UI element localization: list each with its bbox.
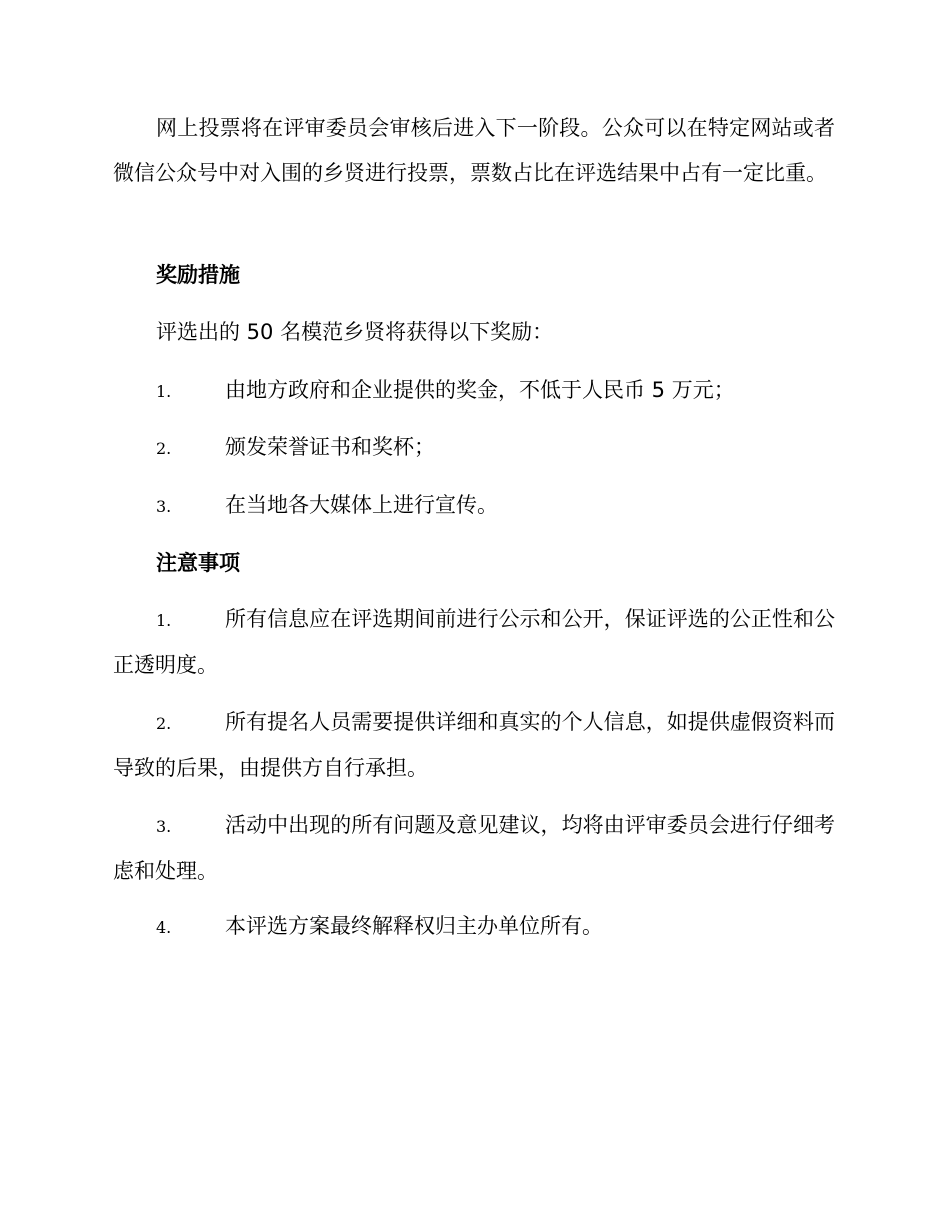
list-item-number: 3. <box>156 817 172 836</box>
list-item-text: 由地方政府和企业提供的奖金，不低于人民币 5 万元； <box>225 378 735 402</box>
list-item <box>113 904 835 950</box>
list-item-number: 2. <box>156 714 172 733</box>
intro-paragraph: 网上投票将在评审委员会审核后进入下一阶段。公众可以在特定网站或者微信公众号中对入围的乡贤进行投票，票数占比在评选结果中占有一定比重。 <box>113 116 835 185</box>
list-item <box>113 700 835 791</box>
list-item-text: 在当地各大媒体上进行宣传。 <box>225 493 498 517</box>
list-item-text: 本评选方案最终解释权归主办单位所有。 <box>225 914 603 938</box>
rewards-intro: 评选出的 50 名模范乡贤将获得以下奖励： <box>156 320 554 344</box>
list-item-number: 1. <box>156 611 172 630</box>
list-item <box>113 483 835 529</box>
list-item <box>113 803 835 894</box>
list-item <box>113 425 835 471</box>
list-item-number: 1. <box>156 382 172 401</box>
list-item-text: 颁发荣誉证书和奖杯； <box>225 435 435 459</box>
list-item <box>113 597 835 688</box>
list-item-text: 活动中出现的所有问题及意见建议，均将由评审委员会进行仔细考虑和处理。 <box>113 813 835 883</box>
list-item-number: 4. <box>156 918 172 937</box>
list-item-number: 2. <box>156 439 172 458</box>
notes-heading: 注意事项 <box>156 551 240 575</box>
list-item <box>113 368 835 414</box>
rewards-heading: 奖励措施 <box>156 263 240 287</box>
list-item-number: 3. <box>156 497 172 516</box>
list-item-text: 所有提名人员需要提供详细和真实的个人信息，如提供虚假资料而导致的后果，由提供方自行承担。 <box>113 710 835 780</box>
list-item-text: 所有信息应在评选期间前进行公示和公开，保证评选的公正性和公正透明度。 <box>113 607 835 677</box>
